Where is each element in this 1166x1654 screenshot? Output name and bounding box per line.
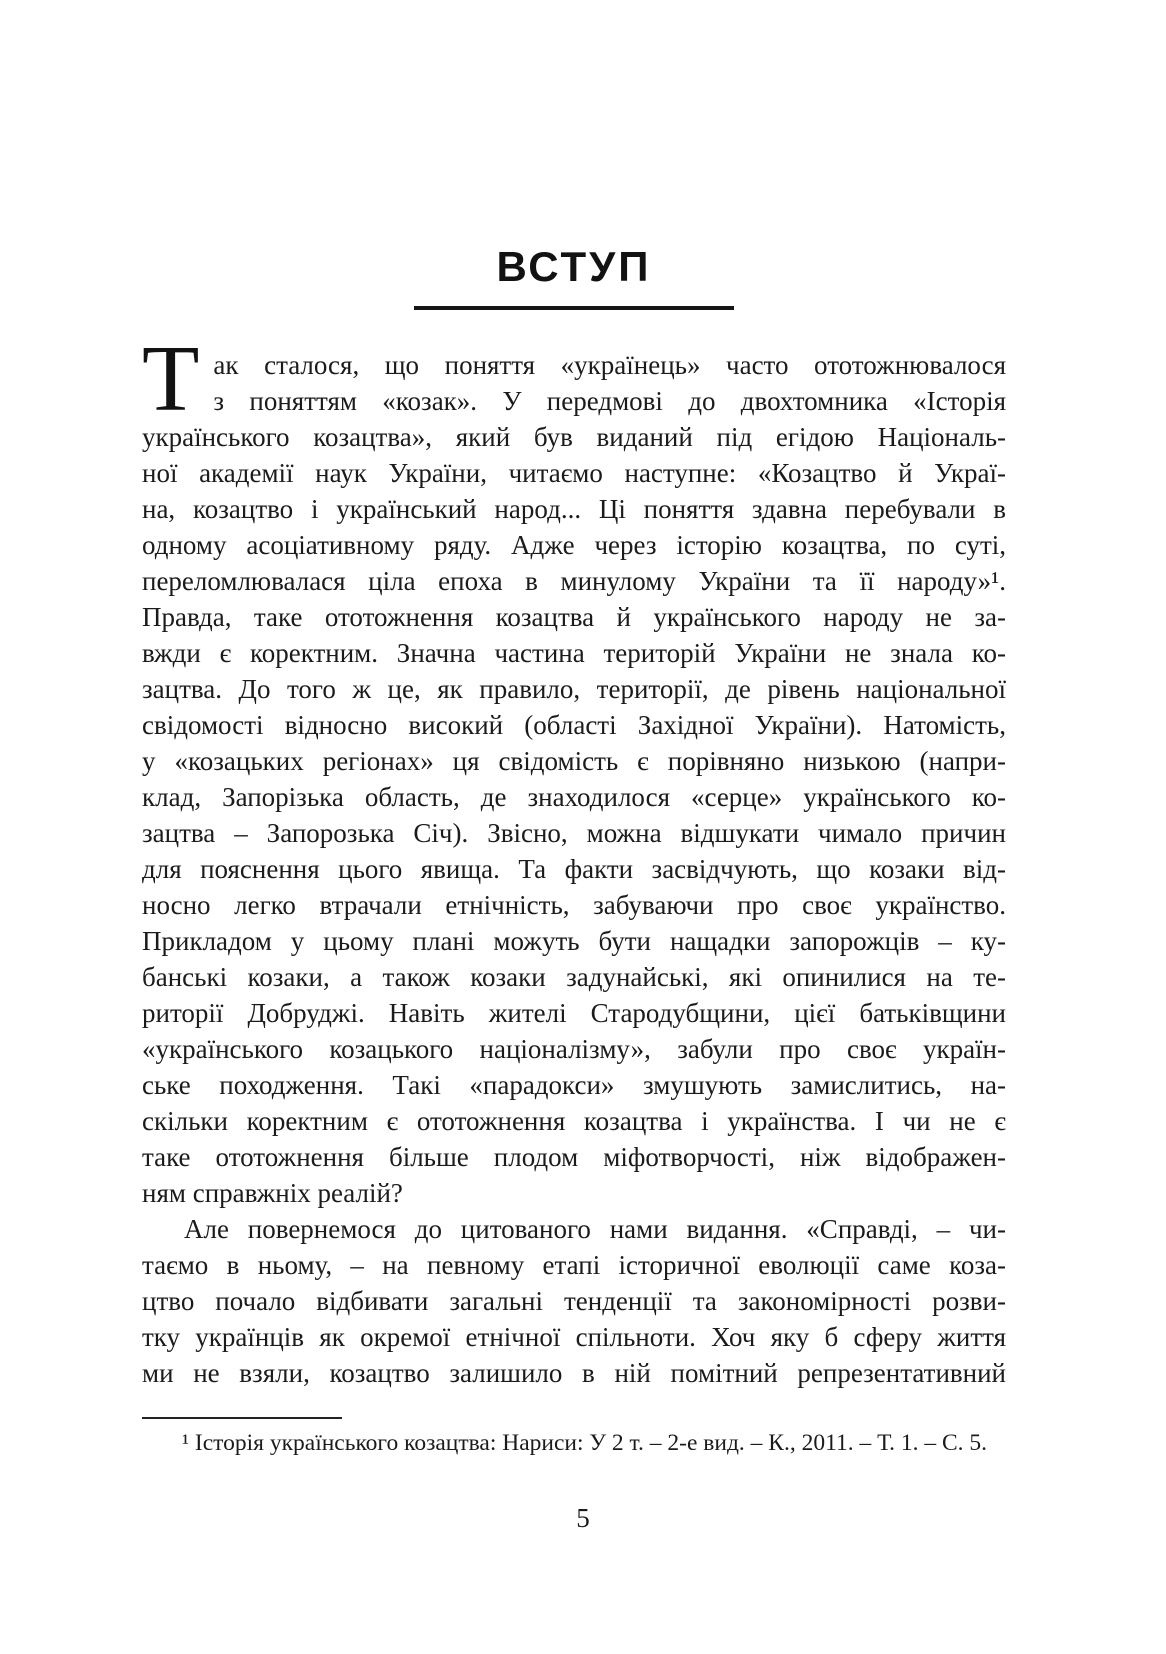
text-line: риторії Добруджі. Навіть жителі Стародубщини, цієї батьківщини: [142, 998, 1006, 1028]
paragraph-1-lines: [142, 327, 1006, 1211]
text-line: ням справжніх реалій?: [142, 1178, 403, 1208]
text-line: таємо в ньому, – на певному етапі історичної еволюції саме коза-: [142, 1250, 1006, 1280]
text-line: носно легко втрачали етнічність, забуваючи про своє українство.: [142, 890, 1006, 920]
text-line: свідомості відносно високий (області Західної України). Натомість,: [142, 710, 1006, 740]
body-text: [142, 327, 1006, 1391]
text-line: одному асоціативному ряду. Адже через історію козацтва, по суті,: [142, 530, 1006, 560]
text-line: клад, Запорізька область, де знаходилося «серце» українського ко-: [142, 782, 1006, 812]
text-line: ське походження. Такі «парадокси» змушують замислитись, на-: [142, 1070, 1006, 1100]
text-line: українського козацтва», який був виданий під егідою Національ-: [142, 422, 1006, 452]
text-line: цтво почало відбивати загальні тенденції та закономірності розви-: [142, 1286, 1006, 1316]
text-line: з поняттям «козак». У передмові до двохтомника «Історія: [213, 386, 1006, 416]
dropcap: Т: [142, 327, 200, 431]
footnote-rule: [142, 1417, 342, 1419]
chapter-title: ВСТУП: [496, 243, 652, 290]
text-line: Але повернемося до цитованого нами видання. «Справді, – чи-: [184, 1214, 1006, 1244]
paragraph-2-lines: [142, 1211, 1006, 1391]
text-line: у «козацьких регіонах» ця свідомість є порівняно низькою (напри-: [142, 746, 1006, 776]
text-line: ми не взяли, козацтво залишило в ній помітний репрезентативний: [142, 1358, 1006, 1388]
text-line: банські козаки, а також козаки задунайські, які опинилися на те-: [142, 962, 1006, 992]
paragraph-1: [142, 327, 1006, 1211]
text-line: для пояснення цього явища. Та факти засвідчують, що козаки від-: [142, 854, 1006, 884]
title-rule: [414, 306, 734, 310]
text-line: Правда, таке ототожнення козацтва й українського народу не за-: [142, 602, 1006, 632]
text-line: на, козацтво і український народ... Ці поняття здавна перебували в: [142, 494, 1006, 524]
text-line: Прикладом у цьому плані можуть бути нащадки запорожців – ку-: [142, 926, 1006, 956]
text-line: ак сталося, що поняття «українець» часто ототожнювалося: [213, 350, 1006, 380]
text-line: таке ототожнення більше плодом міфотворчості, ніж відображен-: [142, 1142, 1006, 1172]
text-line: зацтва. До того ж це, як правило, території, де рівень національної: [142, 674, 1006, 704]
text-line: «українського козацького націоналізму», забули про своє україн-: [142, 1034, 1006, 1064]
text-line: скільки коректним є ототожнення козацтва і українства. І чи не є: [142, 1106, 1006, 1136]
text-line: вжди є коректним. Значна частина територій України не знала ко-: [142, 638, 1006, 668]
text-line: переломлювалася ціла епоха в минулому України та її народу»¹.: [142, 566, 1006, 596]
text-line: тку українців як окремої етнічної спільноти. Хоч яку б сферу життя: [142, 1322, 1006, 1352]
paragraph-2: [142, 1211, 1006, 1391]
page-number: 5: [576, 1503, 590, 1533]
text-line: ної академії наук України, читаємо наступне: «Козацтво й Украї-: [142, 458, 1006, 488]
footnote: ¹ Історія українського козацтва: Нариси: У 2 т. – 2-е вид. – К., 2011. – Т. 1. – С. 5.: [182, 1430, 988, 1456]
text-line: зацтва – Запорозька Січ). Звісно, можна відшукати чимало причин: [142, 818, 1006, 848]
